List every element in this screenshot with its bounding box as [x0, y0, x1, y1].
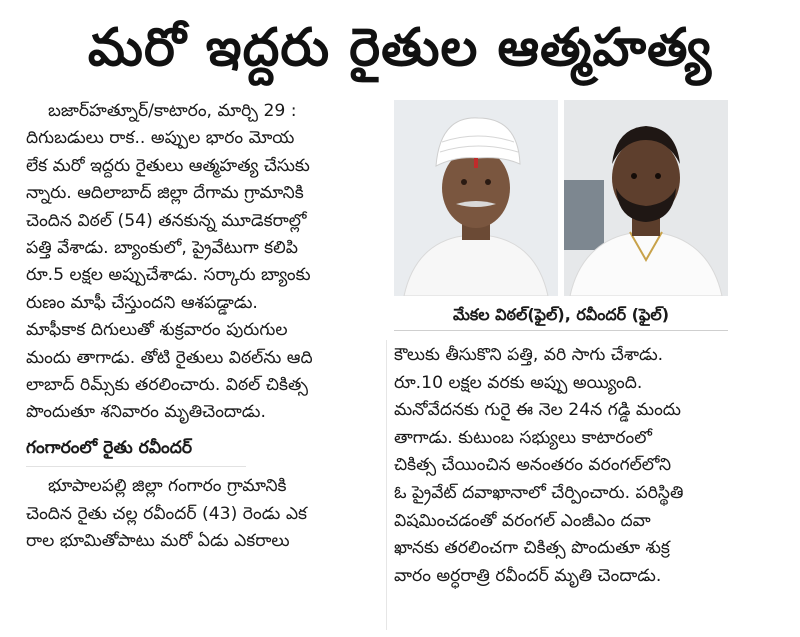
para2-line: భూపాలపల్లి జిల్లా గంగారం గ్రామానికి: [48, 476, 287, 497]
farmer-portrait-white-turban: [394, 100, 558, 296]
column-divider: [386, 340, 387, 630]
para1-line: రూ.5 లక్షల అప్పుచేశాడు. సర్కారు బ్యాంకు: [26, 265, 311, 286]
para3-line: తాగాడు. కుటుంబ సభ్యులు కాటారంలో: [394, 427, 652, 448]
para1-line: మందు తాగాడు. తోటి రైతులు విఠల్‌ను ఆది: [26, 347, 313, 368]
farmer-portrait-white-shirt: [564, 100, 728, 296]
para3-line: రూ.10 లక్షల వరకు అప్పు అయ్యింది.: [394, 372, 643, 393]
article-right-column: [394, 342, 728, 590]
para3-line: ఓ ప్రైవేట్ దవాఖానాలో చేర్పించారు. పరిస్థితి: [394, 482, 684, 503]
para1-line: మాఫీకాక దిగులుతో శుక్రవారం పురుగుల: [26, 320, 288, 341]
para3-line: కౌలుకు తీసుకొని పత్తి, వరి సాగు చేశాడు.: [394, 345, 664, 365]
headline: మరో ఇద్దరు రైతుల ఆత్మహత్య: [87, 18, 713, 78]
para1-line: పత్తి వేశాడు. బ్యాంకులో, ప్రైవేటుగా కలిపి: [26, 238, 298, 259]
para3-line: ఖానకు తరలించగా చికిత్స పొందుతూ శుక్ర: [394, 538, 670, 559]
para1-line: పొందుతూ శనివారం మృతిచెందాడు.: [26, 402, 266, 423]
para3-line: విషమించడంతో వరంగల్ ఎంజీఎం దవా: [394, 510, 651, 531]
para3-line: వారం అర్ధరాత్రి రవీందర్ మృతి చెందాడు.: [394, 565, 662, 586]
para1-line: చెందిన విఠల్ (54) తనకున్న మూడెకరాల్లో: [26, 210, 307, 231]
photo-strip: [394, 100, 728, 296]
photo-caption: మేకల విఠల్(ఫైల్), రవీందర్ (ఫైల్): [394, 300, 728, 331]
para1-line: బజార్‌హత్నూర్/కాటారం, మార్చి 29 :: [48, 101, 297, 121]
article-left-column: [26, 98, 384, 556]
para2-line: చెందిన రైతు చల్ల రవీందర్ (43) రెండు ఎక: [26, 503, 308, 524]
para1-line: దిగుబడులు రాక.. అప్పుల భారం మోయ: [26, 128, 295, 149]
para1-line: లేక మరో ఇద్దరు రైతులు ఆత్మహత్య చేసుకు: [26, 155, 310, 176]
para1-line: న్నారు. ఆదిలాబాద్ జిల్లా దేగామ గ్రామానికి: [26, 183, 304, 204]
para3-line: మనోవేదనకు గురై ఈ నెల 24న గడ్డి మందు: [394, 400, 681, 421]
para2-line: రాల భూమితోపాటు మరో ఏడు ఎకరాలు: [26, 531, 290, 552]
para1-line: రుణం మాఫీ చేస్తుందని ఆశపడ్డాడు.: [26, 292, 258, 313]
para1-line: లాబాద్ రిమ్స్‌కు తరలించారు. విఠల్ చికిత్స: [26, 375, 308, 396]
subhead: గంగారంలో రైతు రవీందర్: [26, 435, 246, 467]
para3-line: చికిత్స చేయించిన అనంతరం వరంగల్‌లోని: [394, 455, 672, 476]
